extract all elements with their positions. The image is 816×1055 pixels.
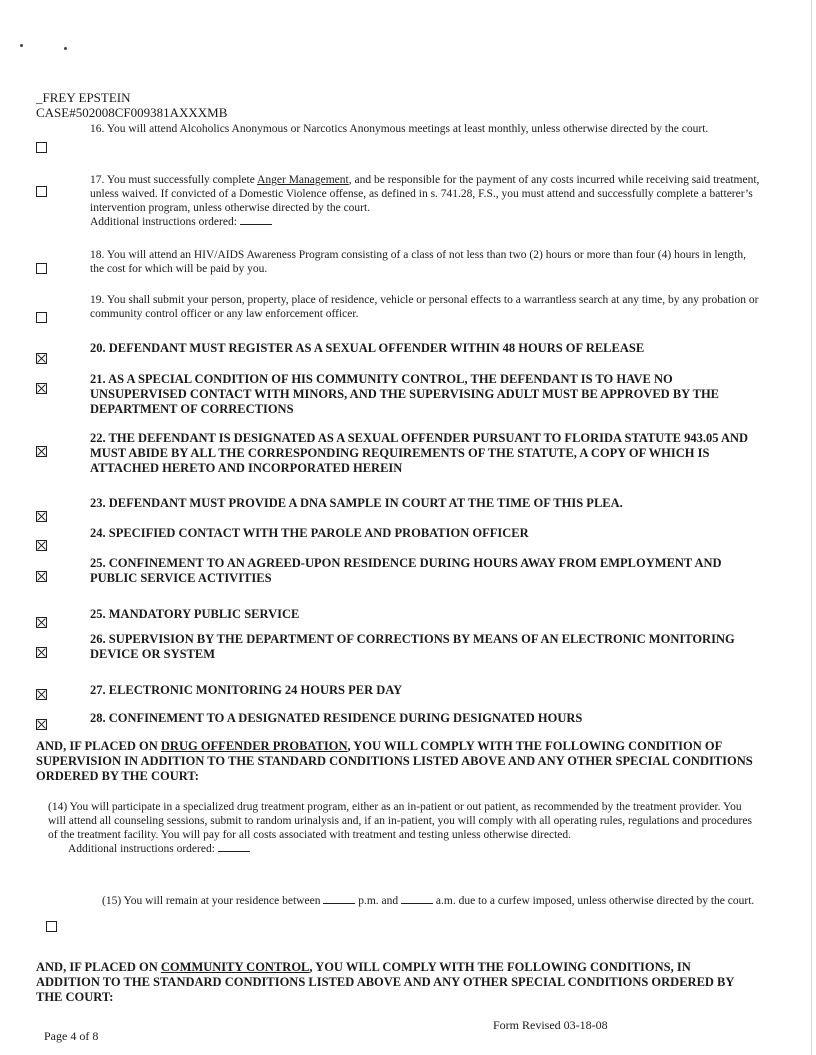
condition-number: 17.	[90, 174, 105, 186]
condition-number: 20.	[90, 341, 106, 355]
condition-number: 24.	[90, 526, 106, 540]
condition-text: SUPERVISION BY THE DEPARTMENT OF CORRECTIONS BY MEANS OF AN ELECTRONIC MONITORING DEVICE OR SYSTEM	[90, 632, 735, 661]
condition-text: SPECIFIED CONTACT WITH THE PAROLE AND PROBATION OFFICER	[108, 526, 529, 540]
checkbox-24[interactable]	[36, 540, 47, 551]
checkbox-18[interactable]	[36, 263, 47, 274]
condition-number: 25.	[90, 556, 106, 570]
checkbox-25-public-service[interactable]	[36, 617, 47, 628]
condition-19	[90, 293, 760, 321]
checkbox-28[interactable]	[36, 719, 47, 730]
condition-text: CONFINEMENT TO AN AGREED-UPON RESIDENCE DURING HOURS AWAY FROM EMPLOYMENT AND PUBLIC SERVICE ACTIVITIES	[90, 556, 722, 585]
condition-text: DEFENDANT MUST PROVIDE A DNA SAMPLE IN COURT AT THE TIME OF THIS PLEA.	[108, 496, 623, 510]
condition-17	[90, 173, 760, 229]
condition-25-public-service	[90, 607, 760, 622]
condition-text: You shall submit your person, property, place of residence, vehicle or personal effects to a warrantless search at any time, by any probation or community control officer or any law enforcement officer.	[90, 294, 759, 320]
condition-text: You must successfully complete	[106, 174, 258, 186]
checkbox-27[interactable]	[36, 689, 47, 700]
condition-24	[90, 526, 760, 541]
intro-text: AND, IF PLACED ON	[36, 960, 161, 974]
drug-offender-probation-label: DRUG OFFENDER PROBATION	[160, 739, 348, 753]
checkbox-25-residence[interactable]	[36, 571, 47, 582]
checkbox-17[interactable]	[36, 186, 47, 197]
condition-27	[90, 683, 760, 698]
condition-text: p.m. and	[358, 895, 399, 907]
checkbox-19[interactable]	[36, 312, 47, 323]
drug-condition-14	[48, 800, 760, 856]
checkbox-15[interactable]	[46, 921, 57, 932]
page-number: Page 4 of 8	[44, 1029, 99, 1043]
condition-26	[90, 632, 760, 662]
condition-number: 27.	[90, 683, 106, 697]
additional-instructions-label: Additional instructions ordered:	[68, 843, 215, 855]
condition-text: (15) You will remain at your residence between	[102, 895, 321, 907]
community-control-label: COMMUNITY CONTROL	[160, 960, 310, 974]
condition-28	[90, 711, 760, 726]
scan-speck	[20, 44, 23, 47]
condition-number: 21.	[90, 372, 106, 386]
drug-condition-15	[102, 894, 762, 908]
defendant-name: _FREY EPSTEIN	[36, 90, 131, 105]
instructions-blank	[240, 215, 272, 225]
community-control-intro	[36, 960, 756, 1005]
checkbox-22[interactable]	[36, 446, 47, 457]
instructions-blank	[218, 842, 250, 852]
condition-text: DEFENDANT MUST REGISTER AS A SEXUAL OFFENDER WITHIN 48 HOURS OF RELEASE	[108, 341, 645, 355]
additional-instructions-label: Additional instructions ordered:	[90, 216, 237, 228]
condition-20	[90, 341, 760, 356]
scan-edge	[811, 0, 812, 1055]
condition-25-residence	[90, 556, 760, 586]
condition-number: 25.	[90, 607, 106, 621]
condition-number: 28.	[90, 711, 106, 725]
condition-text: You will attend an HIV/AIDS Awareness Program consisting of a class of not less than two (2) hours or more than four (4) hours in length, the cost for which will be paid by you.	[90, 249, 746, 275]
drug-probation-intro	[36, 739, 756, 784]
condition-number: 18.	[90, 249, 105, 261]
condition-18	[90, 248, 760, 276]
checkbox-26[interactable]	[36, 647, 47, 658]
checkbox-23[interactable]	[36, 511, 47, 522]
curfew-start-blank[interactable]	[323, 894, 355, 904]
condition-text: THE DEFENDANT IS DESIGNATED AS A SEXUAL OFFENDER PURSUANT TO FLORIDA STATUTE 943.05 AND MUST ABIDE BY ALL THE CORRESPONDING REQUIREMENTS OF THE STATUTE, A COPY OF WHICH IS ATTACHED HERETO AND INCORPORATED HEREIN	[90, 431, 749, 475]
condition-22	[90, 431, 760, 476]
condition-text: You will attend Alcoholics Anonymous or Narcotics Anonymous meetings at least monthly, unless otherwise directed by the court.	[106, 123, 709, 135]
condition-text: CONFINEMENT TO A DESIGNATED RESIDENCE DURING DESIGNATED HOURS	[108, 711, 583, 725]
case-number: CASE#502008CF009381AXXXMB	[36, 105, 228, 120]
checkbox-20[interactable]	[36, 353, 47, 364]
condition-21	[90, 372, 760, 417]
condition-number: 19.	[90, 294, 105, 306]
condition-number: 23.	[90, 496, 106, 510]
intro-text: AND, IF PLACED ON	[36, 739, 161, 753]
condition-text: a.m. due to a curfew imposed, unless otherwise directed by the court.	[435, 895, 755, 907]
condition-text: ELECTRONIC MONITORING 24 HOURS PER DAY	[108, 683, 403, 697]
condition-number: 22.	[90, 431, 106, 445]
condition-number: 26.	[90, 632, 106, 646]
checkbox-21[interactable]	[36, 383, 47, 394]
condition-text: (14) You will participate in a specialized drug treatment program, either as an in-patient or out patient, as recommended by the treatment provider. You will attend all counseling sessions, submit to random urinalysis and, if an in-patient, you will comply with all operating rules, regulations and procedures of the treatment facility. You will pay for all costs associated with treatment and testing unless otherwise directed.	[48, 801, 752, 841]
condition-16	[90, 122, 760, 136]
intro-text: , YOU WILL COMPLY WITH THE FOLLOWING CONDITION OF SUPERVISION IN ADDITION TO THE STANDARD CONDITIONS LISTED ABOVE AND ANY OTHER SPECIAL CONDITIONS ORDERED BY THE COURT:	[36, 739, 753, 783]
anger-management-label: Anger Management	[257, 174, 349, 186]
condition-text: MANDATORY PUBLIC SERVICE	[108, 607, 300, 621]
condition-number: 16.	[90, 123, 105, 135]
curfew-end-blank[interactable]	[401, 894, 433, 904]
checkbox-16[interactable]	[36, 142, 47, 153]
condition-text: AS A SPECIAL CONDITION OF HIS COMMUNITY CONTROL, THE DEFENDANT IS TO HAVE NO UNSUPERVISED CONTACT WITH MINORS, AND THE SUPERVISING ADULT MUST BE APPROVED BY THE DEPARTMENT OF CORRECTIONS	[90, 372, 720, 416]
condition-text: , and be responsible for the payment of any costs incurred while receiving said treatment, unless waived. If convicted of a Domestic Violence offense, as defined in s. 741.28, F.S., you must attend and successfully complete a batterer’s intervention program, unless otherwise directed by the court.	[90, 174, 760, 214]
intro-text: , YOU WILL COMPLY WITH THE FOLLOWING CONDITIONS, IN ADDITION TO THE STANDARD CONDITIONS LISTED ABOVE AND ANY OTHER SPECIAL CONDITIONS ORDERED BY THE COURT:	[36, 960, 734, 1004]
form-revision: Form Revised 03-18-08	[493, 1018, 608, 1032]
condition-23	[90, 496, 760, 511]
scan-speck	[64, 47, 67, 50]
